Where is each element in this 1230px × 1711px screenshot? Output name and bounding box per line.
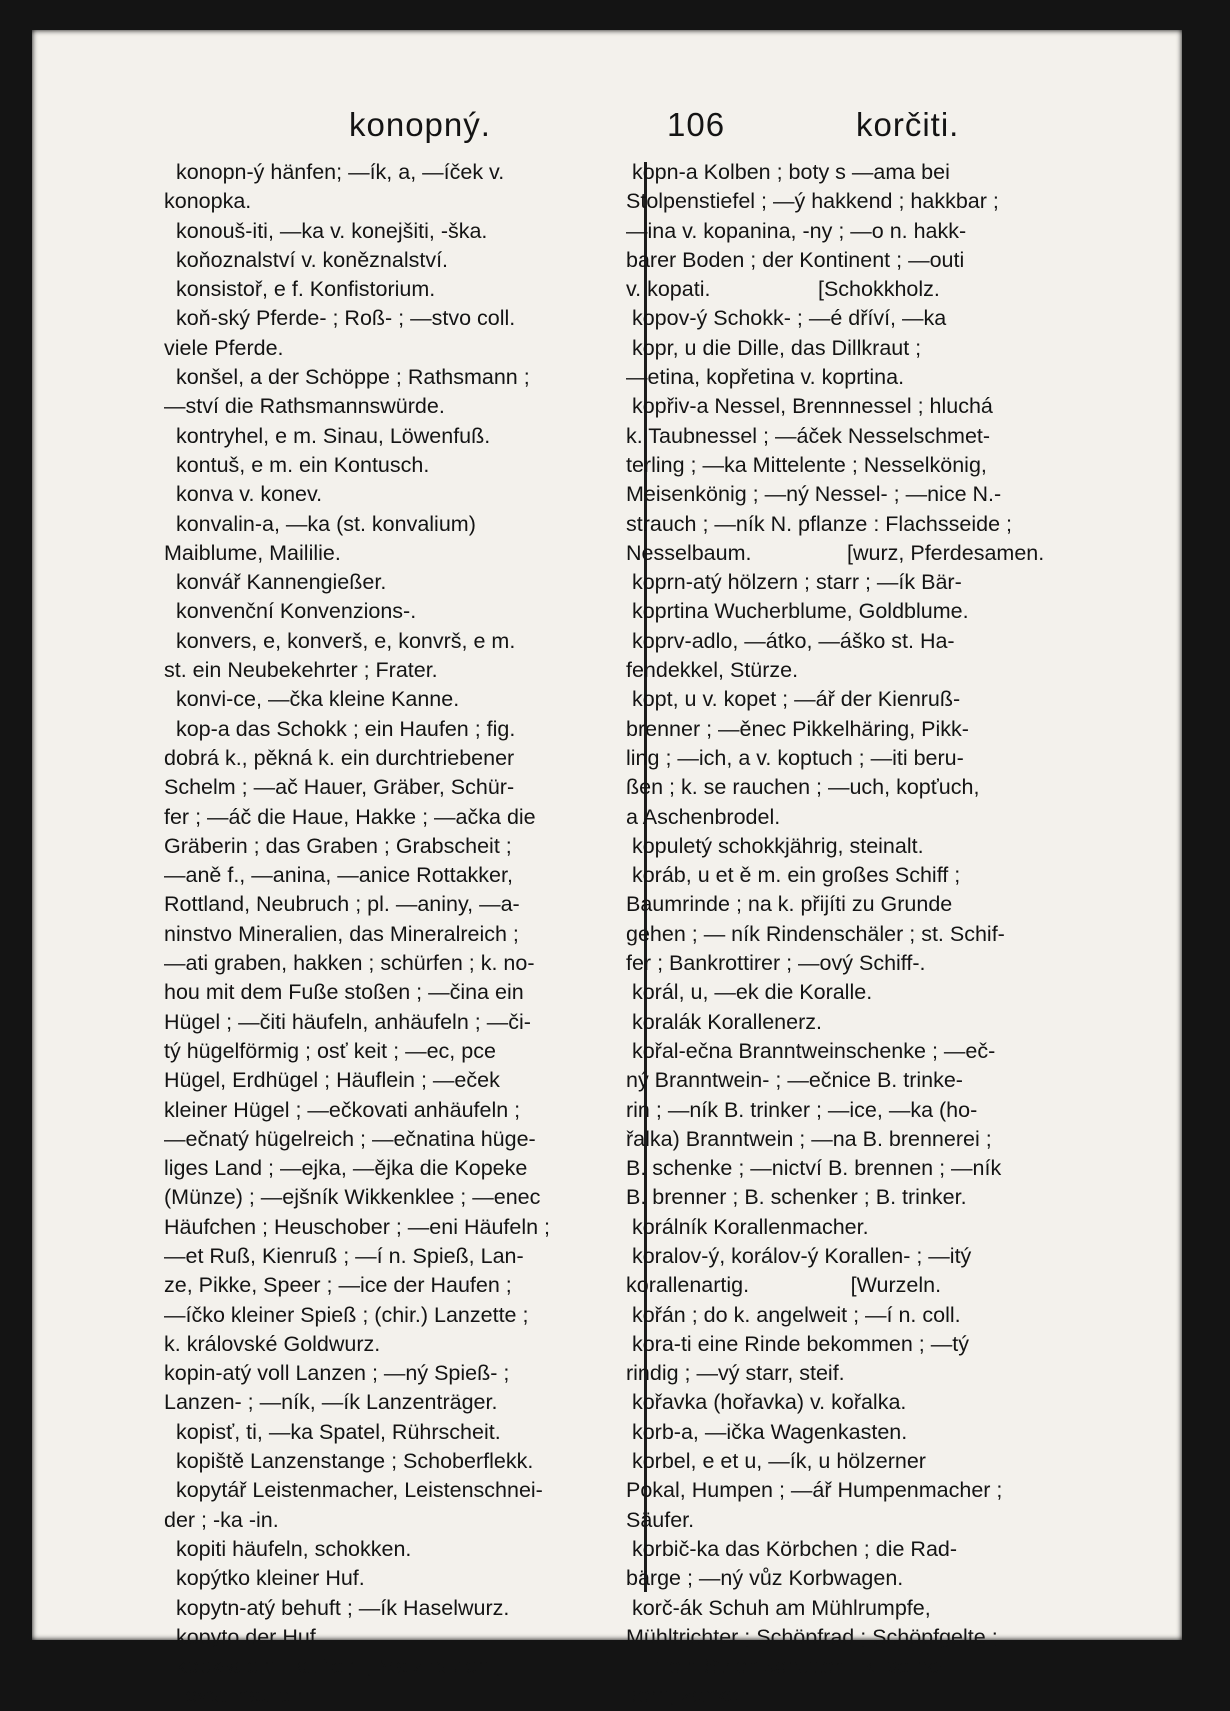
entry-line: řalka) Branntwein ; —na B. brennerei ; [626, 1126, 992, 1151]
entry-line: liges Land ; —ejka, —ějka die Kopeke [164, 1156, 528, 1181]
entry-line: dobrá k., pěkná k. ein durchtriebener [164, 745, 515, 770]
entry-line: Gräberin ; das Graben ; Grabscheit ; [164, 833, 512, 858]
entry-line: Baumrinde ; na k. přijíti zu Grunde [626, 892, 953, 917]
entry-line: —ati graben, hakken ; schürfen ; k. no- [164, 951, 535, 976]
entry-line: kopk-a ein Häuflein ; Malzhaufen ; [164, 1654, 502, 1679]
entry-line: kopytn-atý behuft ; —ík Haselwurz. [164, 1595, 510, 1620]
entry-line: gehen ; — ník Rindenschäler ; st. Schif- [626, 921, 1005, 946]
entry-line: —ovati häufeln. [164, 1683, 314, 1708]
entry-line: koralov-ý, korálov-ý Korallen- ; —itý [626, 1243, 972, 1268]
entry-line: brenner ; —ěnec Pikkelhäring, Pikk- [626, 716, 969, 741]
entry-line: —iti ein Strich schütten ; k. se ha- [626, 1654, 947, 1679]
entry-line: strauch ; —ník N. pflanze : Flachsseide ; [626, 511, 1012, 536]
entry-line: ze, Pikke, Speer ; —ice der Haufen ; [164, 1273, 512, 1298]
entry-line: Schelm ; —ač Hauer, Gräber, Schür- [164, 775, 515, 800]
entry-line: kopov-ý Schokk- ; —é dříví, —ka [626, 306, 947, 331]
entry-line: Hügel ; —čiti häufeln, anhäufeln ; —či- [164, 1009, 531, 1034]
entry-line: kopin-atý voll Lanzen ; —ný Spieß- ; [164, 1361, 510, 1386]
entry-line: st. ein Neubekehrter ; Frater. [164, 658, 438, 683]
entry-line: —ečnatý hügelreich ; —ečnatina hüge- [164, 1126, 536, 1151]
entry-line: kop-a das Schokk ; ein Haufen ; fig. [164, 716, 516, 741]
entry-line: koňoznalství v. koněznalství. [164, 247, 449, 272]
entry-line: —et Ruß, Kienruß ; —í n. Spieß, Lan- [164, 1243, 524, 1268]
entry-line: kopytář Leistenmacher, Leistenschnei- [164, 1478, 543, 1503]
left-column [164, 158, 612, 1711]
entry-line: ling ; —ich, a v. koptuch ; —iti beru- [626, 745, 964, 770]
entry-line: kopr, u die Dille, das Dillkraut ; [626, 335, 922, 360]
entry-line: kopýtko kleiner Huf. [164, 1566, 365, 1591]
entry-line: kořán ; do k. angelweit ; —í n. coll. [626, 1302, 961, 1327]
entry-line: (Münze) ; —ejšník Wikkenklee ; —enec [164, 1185, 541, 1210]
entry-line: kopn-a Kolben ; boty s —ama bei [626, 160, 950, 184]
entry-line: konva v. konev. [164, 482, 323, 507]
entry-line: konopn-ý hänfen; —ík, a, —íček v. [164, 160, 505, 184]
entry-line: —ina v. kopanina, -ny ; —o n. hakk- [626, 218, 967, 243]
left-running-headword: konopný. [349, 106, 491, 143]
entry-line: —íčko kleiner Spieß ; (chir.) Lanzette ; [164, 1302, 529, 1327]
entry-line: Pokal, Humpen ; —ář Humpenmacher ; [626, 1478, 1003, 1503]
entry-line: konsistoř, e f. Konfistorium. [164, 277, 436, 302]
entry-line: fer ; —áč die Haue, Hakke ; —ačka die [164, 804, 536, 829]
entry-line: Rottland, Neubruch ; pl. —aniny, —a- [164, 892, 520, 917]
entry-line: tý hügelförmig ; osť keit ; —ec, pce [164, 1038, 496, 1063]
entry-line: Stolpenstiefel ; —ý hakkend ; hakkbar ; [626, 189, 999, 214]
entry-line: konvář Kannengießer. [164, 570, 387, 595]
entry-line: dern, zanken. [626, 1683, 757, 1708]
entry-line: fendekkel, Stürze. [626, 658, 799, 683]
right-running-headword: korčiti. [856, 106, 960, 143]
entry-line: —etina, kopřetina v. koprtina. [626, 365, 905, 390]
entry-line: kopyto der Huf. [164, 1624, 322, 1649]
entry-line: konouš-iti, —ka v. konejšiti, -ška. [164, 218, 488, 243]
entry-line: konvers, e, konverš, e, konvrš, e m. [164, 628, 516, 653]
entry-line: Hügel, Erdhügel ; Häuflein ; —eček [164, 1068, 500, 1093]
entry-line: a Aschenbrodel. [626, 804, 781, 829]
entry-line: ninstvo Mineralien, das Mineralreich ; [164, 921, 519, 946]
entry-line: konopka. [164, 189, 252, 214]
entry-line: kopiti häufeln, schokken. [164, 1536, 412, 1561]
entry-line: rindig ; —vý starr, steif. [626, 1361, 845, 1386]
entry-line: korallenartig. [Wurzeln. [626, 1273, 942, 1298]
entry-line: kořavka (hořavka) v. kořalka. [626, 1390, 907, 1415]
entry-line: kontuš, e m. ein Kontusch. [164, 452, 430, 477]
entry-line: kopt, u v. kopet ; —ář der Kienruß- [626, 687, 961, 712]
entry-line: korbel, e et u, —ík, u hölzerner [626, 1449, 926, 1474]
entry-line: kontryhel, e m. Sinau, Löwenfuß. [164, 423, 491, 448]
entry-line: rin ; —ník B. trinker ; —ice, —ka (ho- [626, 1097, 978, 1122]
entry-line: konvalin-a, —ka (st. konvalium) [164, 511, 476, 536]
entry-line: korb-a, —ička Wagenkasten. [626, 1419, 908, 1444]
entry-line: der ; -ka -in. [164, 1507, 279, 1532]
entry-line: kora-ti eine Rinde bekommen ; —tý [626, 1331, 969, 1356]
entry-line: v. kopati. [Schokkholz. [626, 277, 940, 302]
entry-line: kopiště Lanzenstange ; Schoberflekk. [164, 1449, 534, 1474]
entry-line: hou mit dem Fuße stoßen ; —čina ein [164, 980, 524, 1005]
entry-line: Häufchen ; Heuschober ; —eni Häufeln ; [164, 1214, 551, 1239]
entry-line: konvenční Konvenzions-. [164, 599, 417, 624]
entry-line: kleiner Hügel ; —ečkovati anhäufeln ; [164, 1097, 521, 1122]
entry-line: korč-ák Schuh am Mühlrumpfe, [626, 1595, 931, 1620]
entry-line: —aně f., —anina, —anice Rottakker, [164, 863, 513, 888]
entry-line: B. schenke ; —nictví B. brennen ; —ník [626, 1156, 1002, 1181]
entry-line: kopuletý schokkjährig, steinalt. [626, 833, 924, 858]
entry-line: koprtina Wucherblume, Goldblume. [626, 599, 969, 624]
entry-line: k. Taubnessel ; —áček Nesselschmet- [626, 423, 991, 448]
entry-line: koráb, u et ě m. ein großes Schiff ; [626, 863, 961, 888]
entry-line: Lanzen- ; —ník, —ík Lanzenträger. [164, 1390, 498, 1415]
dictionary-page [32, 30, 1182, 1708]
entry-line: ßen ; k. se rauchen ; —uch, kopťuch, [626, 775, 980, 800]
entry-line: ný Branntwein- ; —ečnice B. trinke- [626, 1068, 963, 1093]
entry-line: koprv-adlo, —átko, —áško st. Ha- [626, 628, 955, 653]
entry-line: Nesselbaum. [wurz, Pferdesamen. [626, 540, 1045, 565]
entry-line: konvi-ce, —čka kleine Kanne. [164, 687, 460, 712]
page-header [152, 76, 1032, 143]
entry-line: terling ; —ka Mittelente ; Nesselkönig, [626, 452, 987, 477]
entry-line: korbič-ka das Körbchen ; die Rad- [626, 1536, 958, 1561]
entry-line: korálník Korallenmacher. [626, 1214, 869, 1239]
entry-line: koprn-atý hölzern ; starr ; —ík Bär- [626, 570, 962, 595]
entry-line: konšel, a der Schöppe ; Rathsmann ; [164, 365, 530, 390]
entry-line: Maiblume, Maililie. [164, 540, 341, 565]
entry-line: korál, u, —ek die Koralle. [626, 980, 873, 1005]
right-column [612, 158, 1096, 1711]
entry-line: Meisenkönig ; —ný Nessel- ; —nice N.- [626, 482, 1002, 507]
entry-line: kopřiv-a Nessel, Brennnessel ; hluchá [626, 394, 993, 419]
entry-line: bärge ; —ný vůz Korbwagen. [626, 1566, 904, 1591]
page-number: 106 [667, 106, 726, 143]
entry-line: kořal-ečna Branntweinschenke ; —eč- [626, 1038, 996, 1063]
entry-line: fer ; Bankrottirer ; —ový Schiff-. [626, 951, 926, 976]
entry-line: Säufer. [626, 1507, 695, 1532]
entry-line: B. brenner ; B. schenker ; B. trinker. [626, 1185, 967, 1210]
entry-line: koň-ský Pferde- ; Roß- ; —stvo coll. [164, 306, 516, 331]
entry-line: koralák Korallenerz. [626, 1009, 822, 1034]
entry-line: k. královské Goldwurz. [164, 1331, 381, 1356]
entry-line: viele Pferde. [164, 335, 284, 360]
entry-line: kopisť, ti, —ka Spatel, Rührscheit. [164, 1419, 501, 1444]
entry-line: —ství die Rathsmannswürde. [164, 394, 445, 419]
entry-line: Mühltrichter ; Schöpfrad ; Schöpfgelte ; [626, 1624, 998, 1649]
entry-line: barer Boden ; der Kontinent ; —outi [626, 247, 965, 272]
